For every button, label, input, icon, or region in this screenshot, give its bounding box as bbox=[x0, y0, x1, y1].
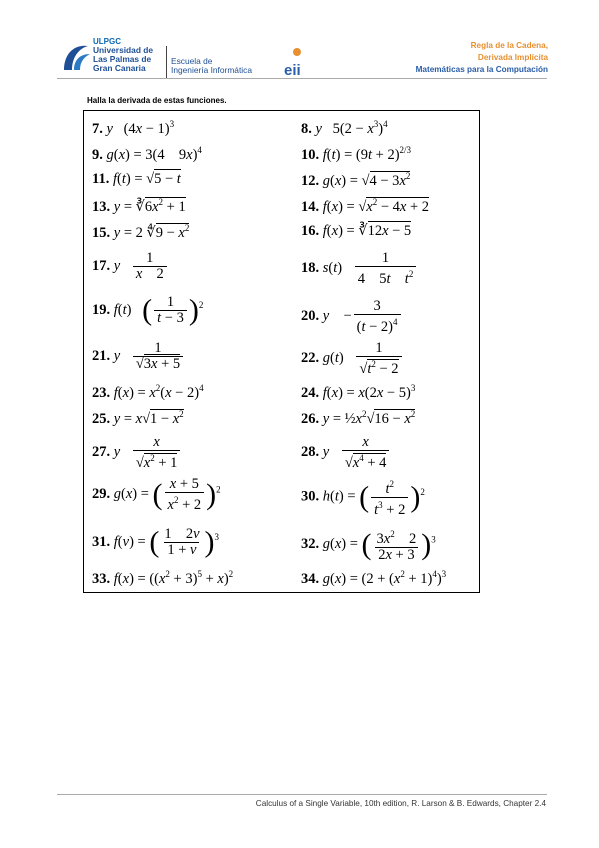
exercise-box bbox=[83, 110, 480, 593]
ulpgc-logo-icon bbox=[60, 40, 92, 78]
exercise-24: 24. $f(x) = x(2x - 5)^3$ bbox=[301, 383, 416, 401]
exercise-23: 23. $f(x) = x^2(x - 2)^4$ bbox=[92, 383, 204, 401]
topic-line1: Regla de la Cadena, bbox=[470, 41, 548, 50]
ulpgc-line3: Gran Canaria bbox=[93, 63, 146, 73]
eii-logo-text: eii bbox=[284, 62, 301, 78]
ulpgc-line2: Las Palmas de bbox=[93, 54, 152, 64]
exercise-13: 13. $y = ∛6x^2 + 1$ bbox=[92, 197, 186, 215]
exercise-31: 31. f(v) = ( $\frac{1 2v}{1 + v}$ )$^3$ bbox=[92, 525, 220, 559]
exercise-27: 27. y $\frac{x}{√x^2 + 1}$ bbox=[92, 435, 182, 471]
exercise-25: 25. $y = x√1 - x^2$ bbox=[92, 409, 184, 427]
exercise-9: 9. g(x) = 3(4 9x)$^4$ bbox=[92, 145, 202, 163]
instruction-text: Halla la derivada de estas funciones. bbox=[87, 96, 227, 105]
exercise-32: 32. g(x) = ( $\frac{3x^2 2}{2x + 3}$ )$^3$ bbox=[301, 527, 436, 563]
exercise-26: 26. $y = \frac{1}{2}x^2√16 - x^2$ bbox=[301, 409, 416, 427]
topic-line2: Derivada Implícita bbox=[477, 53, 548, 62]
course-name: Matemáticas para la Computación bbox=[415, 65, 548, 74]
exercise-15: 15. y = 2 ∜9 − $x^2$ bbox=[92, 223, 190, 241]
exercise-21: 21. y $\frac{1}{√3x + 5}$ bbox=[92, 341, 185, 372]
school-line2: Ingeniería Informática bbox=[171, 65, 253, 75]
exercise-33: 33. $f(x) = ((x^2 + 3)^5 + x)^2$ bbox=[92, 569, 234, 587]
header-topic bbox=[416, 40, 548, 76]
exercise-8: 8. y $5(2 - x^3)^4$ bbox=[301, 119, 388, 137]
exercise-34: 34. $g(x) = (2 + (x^2 + 1)^4)^3$ bbox=[301, 569, 447, 587]
exercise-16: 16. f(x) = ∛12x − 5 bbox=[301, 223, 412, 239]
footer-citation: Calculus of a Single Variable, 10th edition, R. Larson & B. Edwards, Chapter 2.4 bbox=[255, 799, 546, 808]
eii-logo-icon bbox=[282, 46, 322, 78]
exercise-7: 7. y $(4x - 1)^3$ bbox=[92, 119, 175, 137]
exercise-28: 28. y $\frac{x}{√x^4 + 4}$ bbox=[301, 435, 391, 471]
exercise-29: 29. g(x) = ( $\frac{x + 5}{x^2 + 2}$ )$^2$ bbox=[92, 476, 221, 513]
header-rule bbox=[57, 78, 547, 79]
school-name bbox=[171, 57, 252, 75]
exercise-10: 10. $f(t) = (9t + 2)^{2/3}$ bbox=[301, 145, 412, 163]
exercise-19: 19. f(t) ( $\frac{1}{t - 3}$ )$^2$ bbox=[92, 293, 204, 327]
exercise-22: 22. g(t) $\frac{1}{√t^2 - 2}$ bbox=[301, 341, 404, 377]
exercise-12: 12. $g(x) = √4 - 3x^2$ bbox=[301, 171, 411, 189]
ulpgc-name bbox=[93, 38, 153, 73]
header-divider bbox=[166, 46, 167, 78]
exercise-20: 20. y − $\frac{3}{(t - 2)^4}$ bbox=[301, 299, 403, 335]
school-line1: Escuela de bbox=[171, 56, 213, 66]
exercise-18: 18. s(t) $\frac{1}{4 5t t^2}$ bbox=[301, 251, 418, 287]
footer-rule bbox=[57, 794, 547, 795]
exercise-30: 30. h(t) = ( $\frac{t^2}{t^3 + 2}$ )$^2$ bbox=[301, 479, 425, 518]
ulpgc-line1: Universidad de bbox=[93, 45, 154, 55]
exercise-14: 14. $f(x) = √x^2 - 4x + 2$ bbox=[301, 197, 430, 215]
ulpgc-abbr: ULPGC bbox=[93, 37, 121, 46]
exercise-17: 17. y $\frac{1}{x 2}$ bbox=[92, 251, 169, 282]
exercise-11: 11. f(t) = √5 − t bbox=[92, 171, 181, 187]
